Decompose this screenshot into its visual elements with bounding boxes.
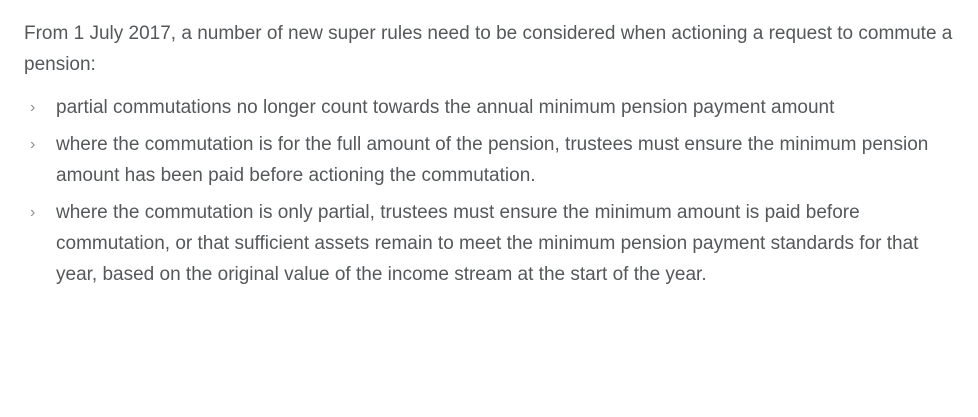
list-item-text: partial commutations no longer count towards the annual minimum pension payment amount (56, 97, 835, 118)
list-item (24, 129, 954, 191)
list-item (24, 197, 954, 290)
super-rules-list (24, 92, 954, 290)
list-item (24, 92, 954, 123)
chevron-right-icon: › (30, 136, 36, 153)
intro-paragraph: From 1 July 2017, a number of new super rules need to be considered when actioning a request to commute a pension: (24, 23, 953, 75)
list-item-text: where the commutation is for the full amount of the pension, trustees must ensure the minimum pension amount has been paid before actioning the commutation. (56, 134, 929, 186)
chevron-right-icon: › (30, 99, 36, 116)
chevron-right-icon: › (30, 204, 36, 221)
list-item-text: where the commutation is only partial, trustees must ensure the minimum amount is paid before commutation, or that sufficient assets remain to meet the minimum pension payment standards for that year, based on the original value of the income stream at the start of the year. (56, 202, 919, 285)
